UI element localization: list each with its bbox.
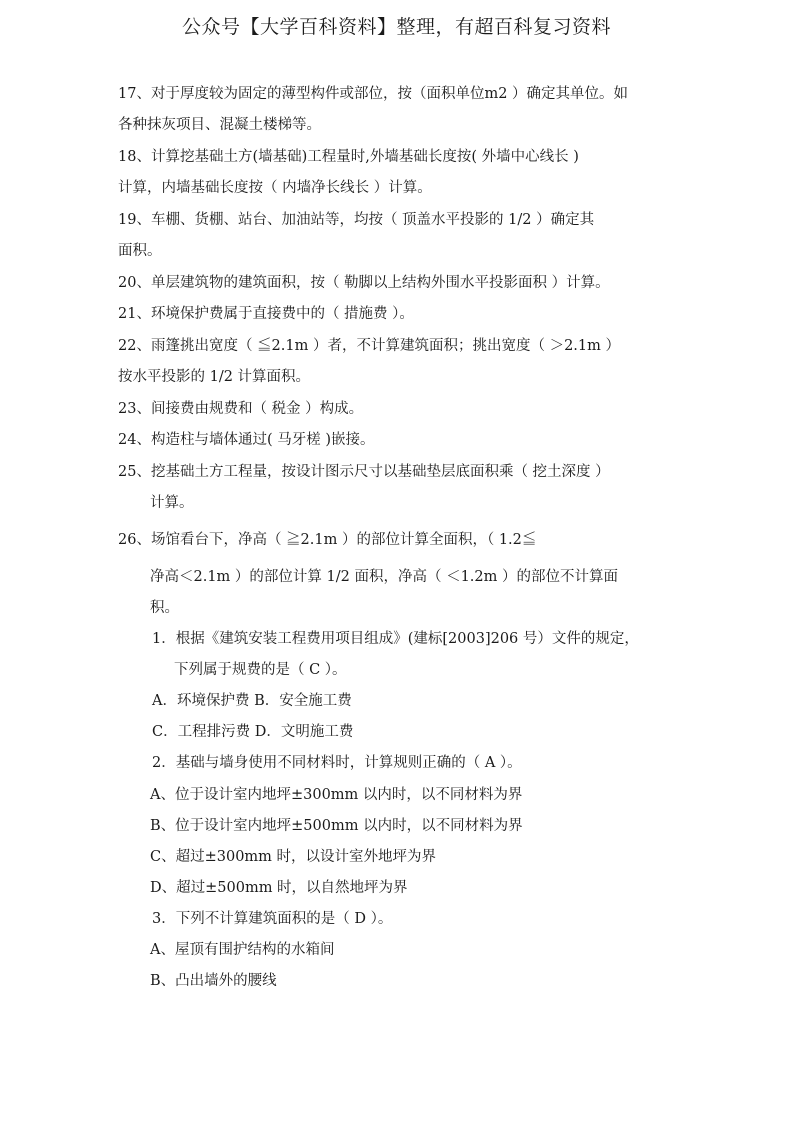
q18-line-1: 18、计算挖基础土方(墙基础)工程量时,外墙基础长度按( 外墙中心线长 ) [118, 149, 579, 165]
page-header: 公众号【大学百科资料】整理，有超百科复习资料 [181, 16, 611, 38]
q26-line-1: 26、场馆看台下，净高（ ≧2.1m ）的部位计算全面积，（ 1.2≦ [118, 532, 537, 548]
q25-line-1: 25、挖基础土方工程量，按设计图示尺寸以基础垫层底面积乘（ 挖土深度 ） [118, 464, 610, 480]
mc1-options-ab: A．环境保护费 B．安全施工费 [152, 693, 352, 709]
q22-line-2: 按水平投影的 1/2 计算面积。 [118, 369, 311, 385]
mc2-option-a: A、位于设计室内地坪±300mm 以内时，以不同材料为界 [150, 787, 523, 803]
q23-line: 23、间接费由规费和（ 税金 ）构成。 [118, 401, 364, 417]
mc1-options-cd: C．工程排污费 D．文明施工费 [152, 724, 354, 740]
q18-line-2: 计算，内墙基础长度按（ 内墙净长线长 ）计算。 [118, 180, 432, 196]
q26-line-3: 积。 [150, 600, 179, 616]
q26-line-2: 净高＜2.1m ）的部位计算 1/2 面积，净高（ ＜1.2m ）的部位不计算面 [150, 569, 618, 585]
mc2-question: 2．基础与墙身使用不同材料时，计算规则正确的（ A ）。 [152, 755, 522, 771]
q19-line-2: 面积。 [118, 243, 162, 259]
q21-line: 21、环境保护费属于直接费中的（ 措施费 ）。 [118, 306, 414, 322]
q19-line-1: 19、车棚、货棚、站台、加油站等，均按（ 顶盖水平投影的 1/2 ）确定其 [118, 212, 595, 228]
mc1-question-line-2: 下列属于规费的是（ C ）。 [174, 662, 347, 678]
q25-line-2: 计算。 [150, 495, 194, 511]
q22-line-1: 22、雨篷挑出宽度（ ≦2.1m ）者，不计算建筑面积；挑出宽度（ ＞2.1m ） [118, 338, 621, 354]
q17-line-1: 17、对于厚度较为固定的薄型构件或部位，按（面积单位m2 ）确定其单位。如 [118, 86, 629, 102]
mc3-option-b: B、凸出墙外的腰线 [150, 973, 277, 989]
mc3-question: 3．下列不计算建筑面积的是（ D ）。 [152, 911, 393, 927]
q24-line: 24、构造柱与墙体通过( 马牙槎 )嵌接。 [118, 432, 375, 448]
mc2-option-c: C、超过±300mm 时，以设计室外地坪为界 [150, 849, 437, 865]
mc1-question-line-1: 1．根据《建筑安装工程费用项目组成》(建标[2003]206 号）文件的规定， [152, 631, 639, 647]
mc2-option-d: D、超过±500mm 时，以自然地坪为界 [150, 880, 408, 896]
q17-line-2: 各种抹灰项目、混凝土楼梯等。 [118, 117, 321, 133]
mc2-option-b: B、位于设计室内地坪±500mm 以内时，以不同材料为界 [150, 818, 523, 834]
mc3-option-a: A、屋顶有围护结构的水箱间 [150, 942, 335, 958]
q20-line: 20、单层建筑物的建筑面积，按（ 勒脚以上结构外围水平投影面积 ）计算。 [118, 275, 610, 291]
